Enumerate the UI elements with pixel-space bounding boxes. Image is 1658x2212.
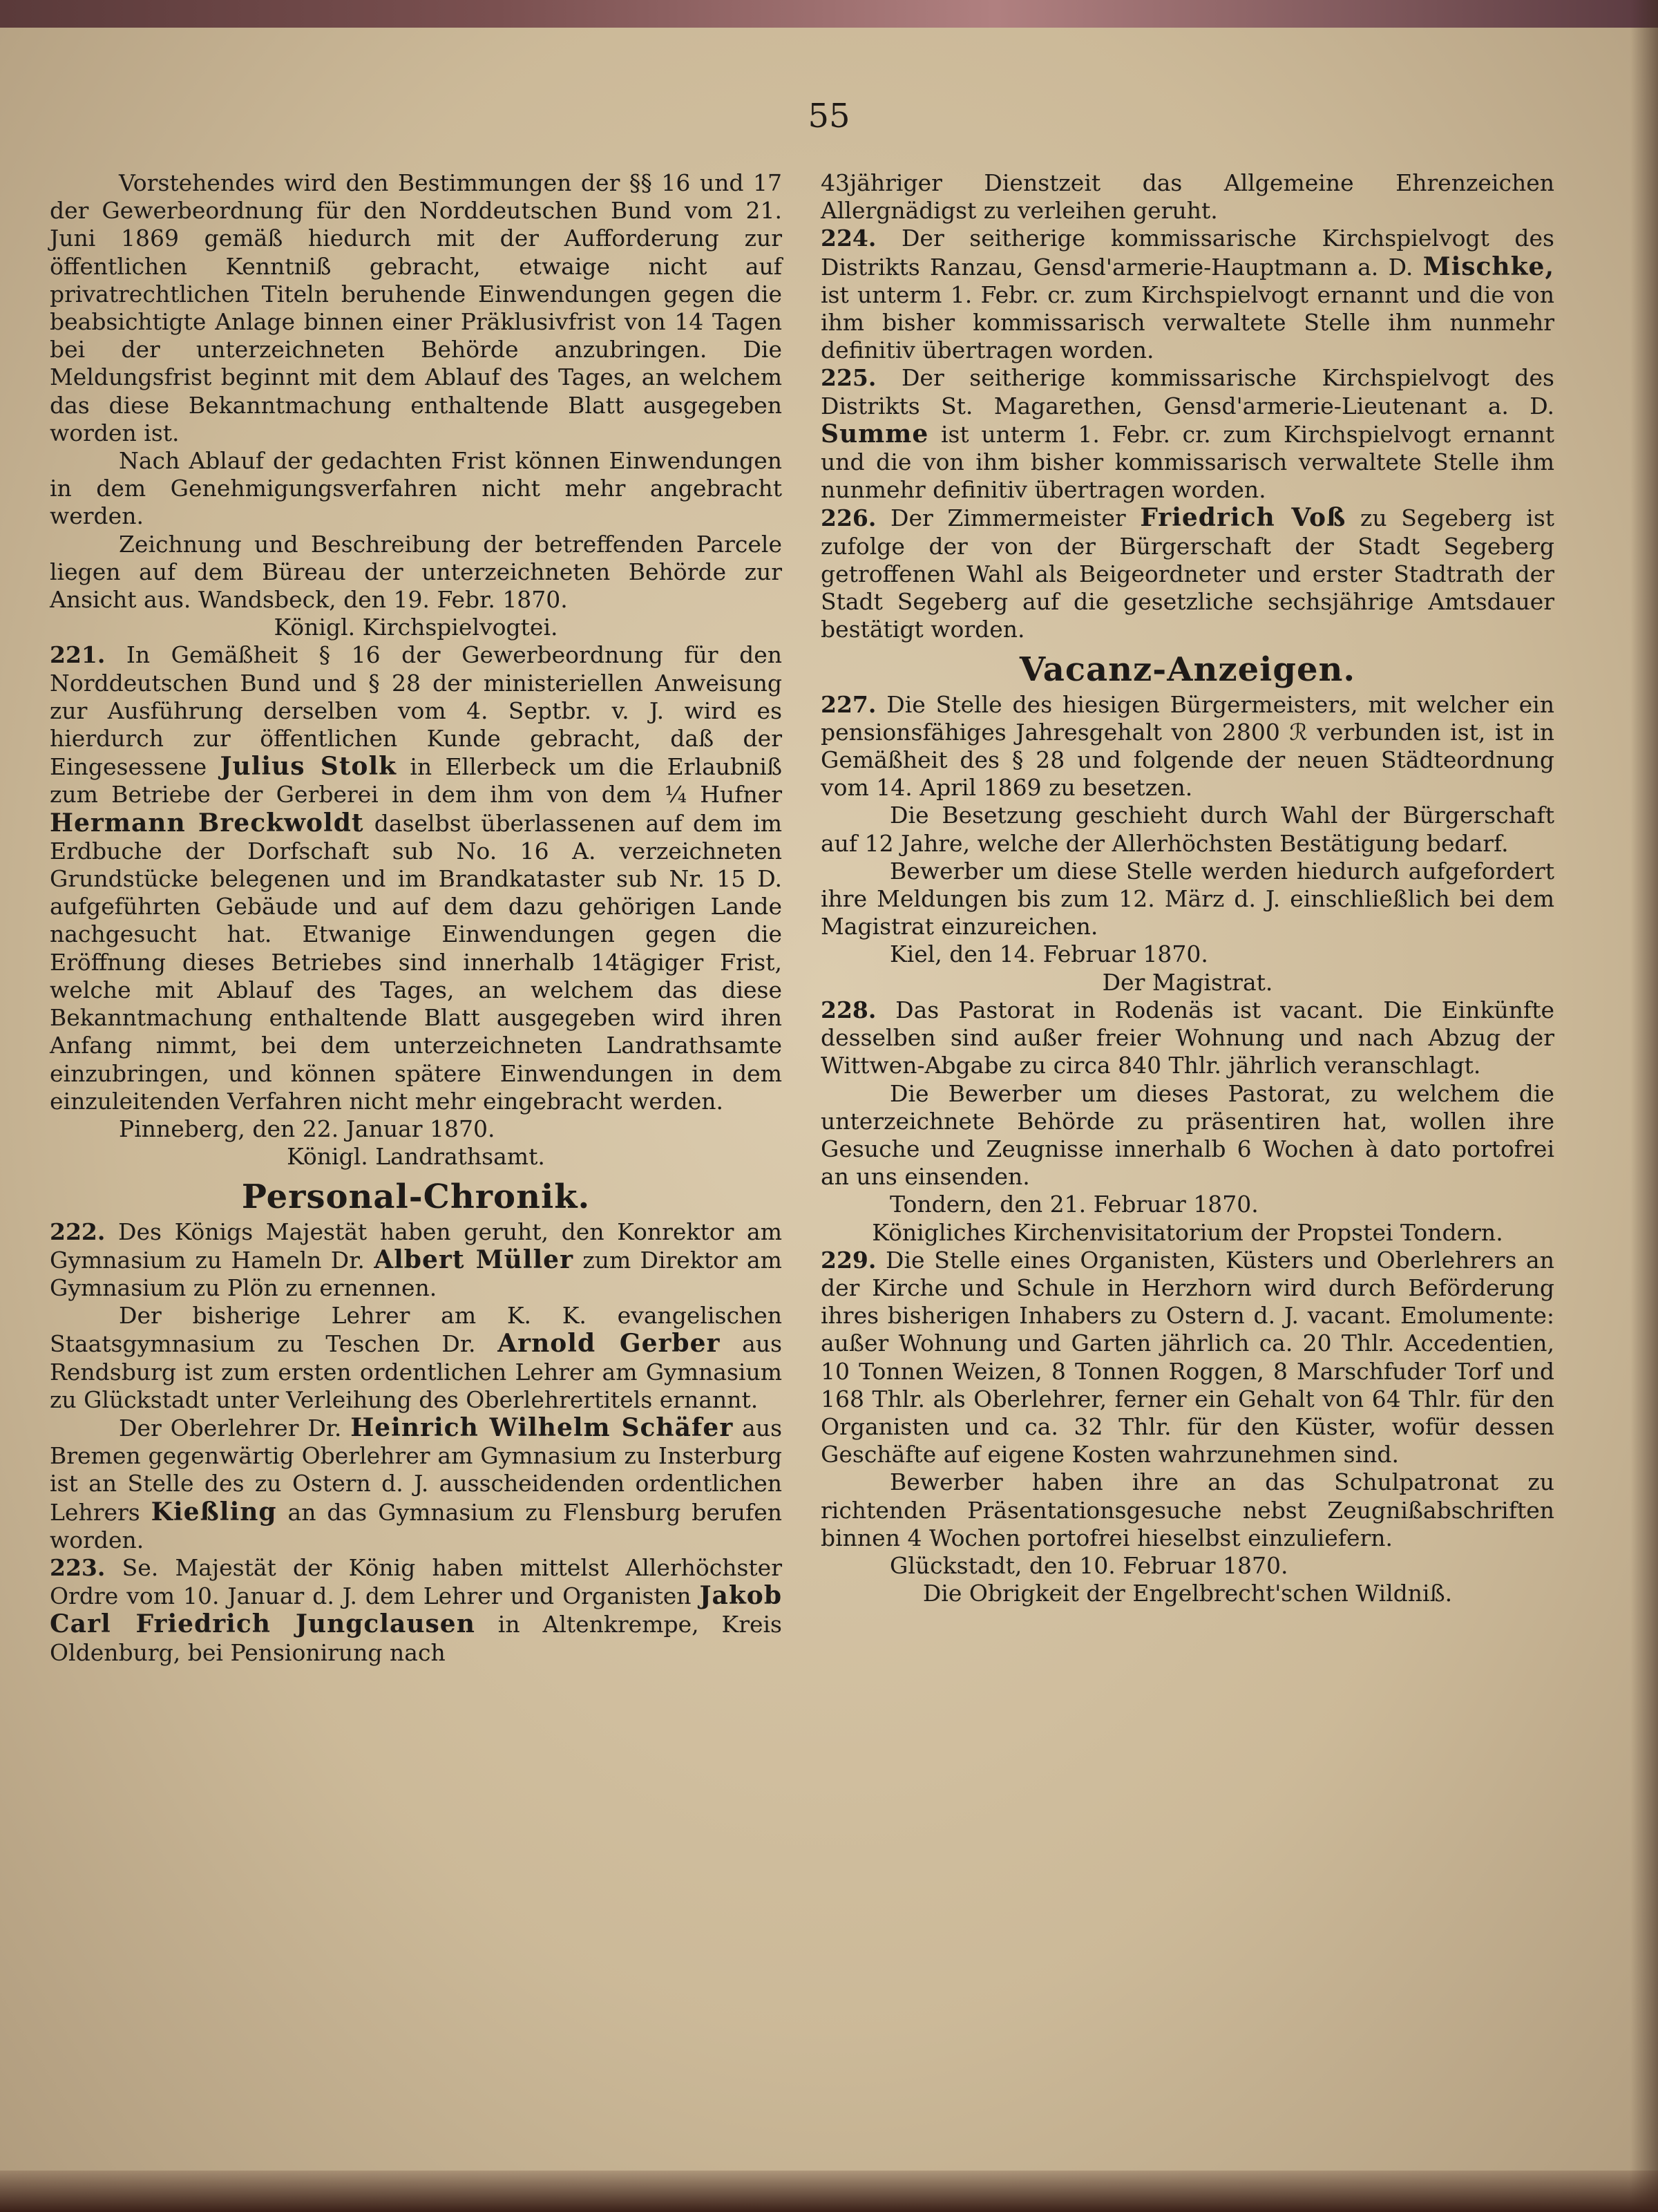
page-bottom-edge bbox=[0, 2171, 1658, 2212]
notice-number: 221. bbox=[50, 641, 106, 669]
notice-225: 225. Der seitherige kommissarische Kirchspielvogt des Distrikts St. Magarethen, Gensd'armerie-Lieutenant a. D. Summe ist unterm 1. Febr. cr. zum Kirchspielvogt ernannt und die von ihm bisher kommissarisch verwaltete Stelle ihm nunmehr definitiv übertragen worden. bbox=[821, 364, 1554, 504]
person-name: Mischke, bbox=[1422, 252, 1554, 281]
place-date: Pinneberg, den 22. Januar 1870. bbox=[119, 1115, 495, 1142]
person-name: Friedrich Voß bbox=[1140, 503, 1346, 533]
notice-229: 229. Die Stelle eines Organisten, Küsters und Oberlehrers an der Kirche und Schule in Herzhorn wird durch Beförderung ihres bisherigen Inhabers zu Ostern d. J. vacant. Emolumente: außer Wohnung und Garten jährlich ca. 20 Thlr. Accedentien, 10 Tonnen Weizen, 8 Tonnen Roggen, 8 Marschfuder Torf und 168 Thlr. als Oberlehrer, ferner ein Gehalt von 64 Thlr. für den Organisten und ca. 32 Thlr. für den Küster, wofür dessen Geschäfte auf eigene Kosten wahrzunehmen sind. bbox=[821, 1246, 1554, 1468]
paragraph: Bewerber um diese Stelle werden hiedurch aufgefordert ihre Meldungen bis zum 12. März d. J. einschließlich bei dem Magistrat einzureichen. bbox=[821, 857, 1554, 940]
person-name: Kießling bbox=[151, 1497, 277, 1526]
notice-227: 227. Die Stelle des hiesigen Bürgermeisters, mit welcher ein pensionsfähiges Jahresgehalt von 2800 ℛ verbunden ist, ist in Gemäßheit des § 28 und folgende der neuen Städteordnung vom 14. April 1869 zu besetzen. bbox=[821, 690, 1554, 802]
notice-number: 228. bbox=[821, 996, 877, 1023]
notice-224: 224. Der seitherige kommissarische Kirchspielvogt des Distrikts Ranzau, Gensd'armerie-Hauptmann a. D. Mischke, ist unterm 1. Febr. cr. zum Kirchspielvogt ernannt und die von ihm bisher kommissarisch verwaltete Stelle ihm nunmehr definitiv übertragen worden. bbox=[821, 225, 1554, 364]
notice-number: 222. bbox=[50, 1218, 106, 1245]
signature: Der Magistrat. bbox=[1102, 968, 1273, 996]
signature: Königl. Landrathsamt. bbox=[287, 1143, 545, 1171]
notice-number: 223. bbox=[50, 1553, 106, 1581]
paragraph: Der bisherige Lehrer am K. K. evangelischen Staatsgymnasium zu Teschen Dr. Arnold Gerber aus Rendsburg ist zum ersten ordentlichen Lehrer am Gymnasium zu Glückstadt unter Verleihung des Oberlehrertitels ernannt. bbox=[50, 1302, 783, 1413]
person-name: Julius Stolk bbox=[220, 752, 397, 782]
notice-222: 222. Des Königs Majestät haben geruht, den Konrektor am Gymnasium zu Hameln Dr. Albert Müller zum Direktor am Gymnasium zu Plön zu ernennen. bbox=[50, 1218, 782, 1301]
paragraph: Nach Ablauf der gedachten Frist können Einwendungen in dem Genehmigungsverfahren nicht mehr angebracht werden. bbox=[50, 447, 782, 530]
place-date: Glückstadt, den 10. Februar 1870. bbox=[890, 1551, 1288, 1579]
notice-number: 227. bbox=[821, 690, 877, 718]
paragraph: Vorstehendes wird den Bestimmungen der §§ 16 und 17 der Gewerbeordnung für den Norddeutschen Bund vom 21. Juni 1869 gemäß hiedurch mit der Aufforderung zur öffentlichen Kenntniß gebracht, etwaige nicht auf privatrechtlichen Titeln beruhende Einwendungen gegen die beabsichtigte Anlage binnen einer Präklusivfrist von 14 Tagen bei der unterzeichneten Behörde anzubringen. Die Meldungsfrist beginnt mit dem Ablauf des Tages, an welchem das diese Bekanntmachung enthaltende Blatt ausgegeben worden ist. bbox=[50, 169, 782, 446]
notice-number: 224. bbox=[821, 225, 877, 252]
person-name: Jakob Carl Friedrich Jungclausen bbox=[50, 1581, 782, 1639]
person-name: Summe bbox=[821, 419, 929, 448]
left-column bbox=[50, 169, 782, 1667]
paragraph: Die Besetzung geschieht durch Wahl der Bürgerschaft auf 12 Jahre, welche der Allerhöchsten Bestätigung bedarf. bbox=[821, 802, 1554, 857]
page-number: 55 bbox=[808, 97, 850, 135]
person-name: Heinrich Wilhelm Schäfer bbox=[350, 1412, 734, 1442]
notice-number: 226. bbox=[821, 504, 877, 532]
person-name: Arnold Gerber bbox=[497, 1329, 721, 1359]
paragraph: 43jähriger Dienstzeit das Allgemeine Ehrenzeichen Allergnädigst zu verleihen geruht. bbox=[821, 169, 1554, 225]
place-date: Wandsbeck, den 19. Febr. 1870. bbox=[198, 586, 568, 614]
paragraph: Zeichnung und Beschreibung der betreffenden Parcele liegen auf dem Büreau der unterzeichneten Behörde zur Ansicht aus. Wandsbeck, den 19. Febr. 1870. bbox=[50, 530, 782, 614]
right-column bbox=[821, 169, 1554, 1607]
notice-226: 226. Der Zimmermeister Friedrich Voß zu Segeberg ist zufolge der von der Bürgerschaft der Stadt Segeberg getroffenen Wahl als Beigeordneter und erster Stadtrath der Stadt Segeberg auf die gesetzliche sechsjährige Amtsdauer bestätigt worden. bbox=[821, 503, 1555, 643]
section-heading: Personal-Chronik. bbox=[241, 1178, 591, 1217]
signature: Die Obrigkeit der Engelbrecht'schen Wildniß. bbox=[922, 1580, 1453, 1607]
signature: Königliches Kirchenvisitatorium der Propstei Tondern. bbox=[872, 1218, 1503, 1246]
place-date: Kiel, den 14. Februar 1870. bbox=[890, 940, 1208, 968]
notice-221: 221. In Gemäßheit § 16 der Gewerbeordnung für den Norddeutschen Bund und § 28 der ministeriellen Anweisung zur Ausführung derselben vom 4. Septbr. v. J. wird es hierdurch zur öffentlichen Kunde gebracht, daß der Eingesessene Julius Stolk in Ellerbeck um die Erlaubniß zum Betriebe der Gerberei in dem ihm von dem ¼ Hufner Hermann Breckwoldt daselbst überlassenen auf dem im Erdbuche der Dorfschaft sub No. 16 A. verzeichneten Grundstücke belegenen und im Brandkataster sub Nr. 15 D. aufgeführten Gebäude und auf dem dazu gehörigen Lande nachgesucht hat. Etwanige Einwendungen gegen die Eröffnung dieses Betriebes sind innerhalb 14tägiger Frist, welche mit Ablauf des Tages, an welchem das diese Bekanntmachung enthaltende Blatt ausgegeben wird ihren Anfang nimmt, bei dem unterzeichneten Landrathsamte einzubringen, und können spätere Einwendungen in dem einzuleitenden Verfahren nicht mehr eingebracht werden. bbox=[50, 641, 782, 1115]
binding-top-edge bbox=[0, 0, 1658, 28]
notice-228: 228. Das Pastorat in Rodenäs ist vacant. Die Einkünfte desselben sind außer freier Wohnung und nach Abzug der Wittwen-Abgabe zu circa 840 Thlr. jährlich veranschlagt. bbox=[821, 996, 1554, 1079]
section-heading: Vacanz-Anzeigen. bbox=[1019, 650, 1356, 690]
paragraph: Die Bewerber um dieses Pastorat, zu welchem die unterzeichnete Behörde zu präsentiren hat, wollen ihre Gesuche und Zeugnisse innerhalb 6 Wochen à dato portofrei an uns einsenden. bbox=[821, 1079, 1554, 1191]
paragraph: Bewerber haben ihre an das Schulpatronat zu richtenden Präsentationsgesuche nebst Zeugnißabschriften binnen 4 Wochen portofrei hieselbst einzuliefern. bbox=[821, 1468, 1554, 1551]
notice-number: 225. bbox=[821, 364, 877, 392]
notice-223: 223. Se. Majestät der König haben mittelst Allerhöchster Ordre vom 10. Januar d. J. dem Lehrer und Organisten Jakob Carl Friedrich Jungclausen in Altenkrempe, Kreis Oldenburg, bei Pensionirung nach bbox=[50, 1553, 782, 1666]
paragraph: Der Oberlehrer Dr. Heinrich Wilhelm Schäfer aus Bremen gegenwärtig Oberlehrer am Gymnasium zu Insterburg ist an Stelle des zu Ostern d. J. ausscheidenden ordentlichen Lehrers Kießling an das Gymnasium zu Flensburg berufen worden. bbox=[50, 1412, 783, 1553]
place-date: Tondern, den 21. Februar 1870. bbox=[890, 1191, 1259, 1218]
person-name: Hermann Breckwoldt bbox=[50, 808, 364, 838]
person-name: Albert Müller bbox=[374, 1245, 574, 1274]
signature: Königl. Kirchspielvogtei. bbox=[274, 614, 558, 641]
notice-number: 229. bbox=[821, 1246, 877, 1274]
page-right-edge bbox=[1630, 0, 1658, 2212]
